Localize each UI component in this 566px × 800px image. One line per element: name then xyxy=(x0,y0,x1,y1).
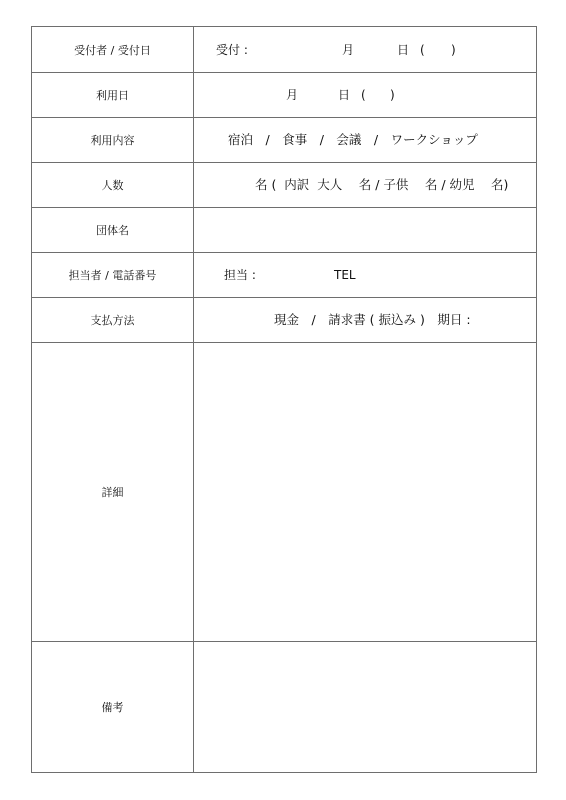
usage-date-label: 利用日 xyxy=(32,73,194,117)
contact-row xyxy=(32,253,536,298)
reception-paren-close: ) xyxy=(451,42,456,57)
headcount-breakdown: 名 ( 内訳 大人 名 / 子供 名 / 幼児 名) xyxy=(255,176,509,192)
usage-content-choices: 宿泊 / 食事 / 会議 / ワークショップ xyxy=(228,131,478,147)
group-name-row xyxy=(32,208,536,253)
contact-label: 担当者 / 電話番号 xyxy=(32,253,194,297)
payment-label: 支払方法 xyxy=(32,298,194,342)
reception-month: 月 xyxy=(342,42,355,57)
reception-label: 受付者 / 受付日 xyxy=(32,27,194,72)
group-name-field[interactable] xyxy=(194,208,536,252)
usage-date-row xyxy=(32,73,536,118)
payment-value-field[interactable] xyxy=(194,298,536,342)
usage-paren-open: ( xyxy=(361,88,366,102)
details-label: 詳細 xyxy=(32,343,194,641)
usage-month: 月 xyxy=(286,88,299,102)
group-name-label: 団体名 xyxy=(32,208,194,252)
reception-prefix: 受付 : xyxy=(216,42,248,57)
reception-value-field[interactable] xyxy=(194,27,536,72)
usage-day: 日 xyxy=(338,88,351,102)
payment-row xyxy=(32,298,536,343)
usage-content-row xyxy=(32,118,536,163)
usage-content-label: 利用内容 xyxy=(32,118,194,162)
usage-date-value-field[interactable] xyxy=(194,73,536,117)
contact-value-field[interactable] xyxy=(194,253,536,297)
remarks-row xyxy=(32,642,536,772)
payment-methods: 現金 / 請求書 ( 振込み ) 期日 : xyxy=(274,311,471,327)
headcount-value-field[interactable] xyxy=(194,163,536,207)
details-field[interactable] xyxy=(194,343,536,641)
remarks-field[interactable] xyxy=(194,642,536,772)
contact-person-prefix: 担当 : xyxy=(224,268,256,282)
reception-row xyxy=(32,27,536,73)
reception-paren-open: ( xyxy=(420,42,425,57)
details-row xyxy=(32,343,536,642)
reception-day: 日 xyxy=(397,42,410,57)
reception-form-table xyxy=(31,26,537,773)
remarks-label: 備考 xyxy=(32,642,194,772)
usage-content-options[interactable] xyxy=(194,118,536,162)
headcount-row xyxy=(32,163,536,208)
usage-paren-close: ) xyxy=(390,88,395,102)
contact-tel-prefix: TEL xyxy=(334,268,356,282)
headcount-label: 人数 xyxy=(32,163,194,207)
